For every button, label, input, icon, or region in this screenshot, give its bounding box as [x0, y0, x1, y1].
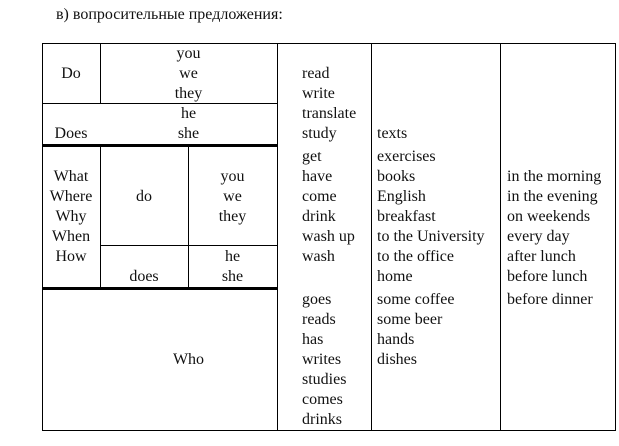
subject-cell: we	[223, 188, 242, 205]
object-cell: hands	[377, 331, 415, 348]
table-divider-thick	[42, 287, 277, 290]
verb-cell: wash up	[302, 228, 355, 245]
time-cell: in the evening	[507, 188, 598, 205]
aux-cell: do	[136, 188, 152, 205]
table-border-right	[615, 43, 616, 431]
time-cell: on weekends	[507, 208, 591, 225]
object-cell: some coffee	[377, 291, 455, 308]
section-heading: в) вопросительные предложения:	[56, 6, 283, 23]
question-word: What	[53, 168, 89, 185]
subject-cell: we	[179, 65, 198, 82]
aux-cell: Does	[54, 125, 88, 142]
time-cell: before dinner	[507, 291, 593, 308]
object-cell: to the University	[377, 228, 485, 245]
question-word: Why	[55, 208, 87, 225]
object-cell: dishes	[377, 351, 417, 368]
object-cell: home	[377, 268, 413, 285]
table-divider	[500, 43, 501, 431]
time-cell: in the morning	[507, 168, 602, 185]
question-word: How	[55, 248, 87, 265]
subject-cell: she	[177, 125, 200, 142]
table-divider-thick	[42, 144, 277, 147]
subject-cell: she	[221, 268, 244, 285]
object-cell: English	[377, 188, 426, 205]
subject-cell: you	[220, 168, 245, 185]
verb-cell: writes	[302, 351, 342, 368]
question-word: Where	[49, 188, 93, 205]
table-divider	[371, 43, 372, 431]
table-border-bottom	[42, 430, 616, 431]
question-word: When	[51, 228, 91, 245]
verb-cell: write	[302, 85, 335, 102]
verb-cell: study	[302, 125, 337, 142]
subject-cell: you	[176, 45, 201, 62]
subject-cell: they	[174, 85, 203, 102]
subject-cell: he	[180, 105, 197, 122]
subject-cell: they	[218, 208, 247, 225]
table-divider	[277, 43, 278, 431]
verb-cell: drink	[302, 208, 336, 225]
verb-cell: reads	[302, 311, 336, 328]
object-cell: some beer	[377, 311, 443, 328]
verb-cell: drinks	[302, 411, 342, 428]
object-cell: texts	[377, 125, 408, 142]
verb-cell: has	[302, 331, 324, 348]
subject-cell: Who	[172, 351, 205, 368]
object-cell: books	[377, 168, 416, 185]
verb-cell: get	[302, 148, 322, 165]
verb-cell: come	[302, 188, 337, 205]
time-cell: before lunch	[507, 268, 588, 285]
verb-cell: wash	[302, 248, 335, 265]
aux-cell: Do	[61, 65, 81, 82]
verb-cell: comes	[302, 391, 343, 408]
object-cell: exercises	[377, 148, 436, 165]
subject-cell: he	[224, 248, 241, 265]
verb-cell: goes	[302, 291, 332, 308]
verb-cell: have	[302, 168, 333, 185]
object-cell: to the office	[377, 248, 455, 265]
aux-cell: does	[129, 268, 159, 285]
time-cell: after lunch	[507, 248, 576, 265]
object-cell: breakfast	[377, 208, 436, 225]
time-cell: every day	[507, 228, 570, 245]
verb-cell: translate	[302, 105, 357, 122]
verb-cell: studies	[302, 371, 347, 388]
verb-cell: read	[302, 65, 330, 82]
